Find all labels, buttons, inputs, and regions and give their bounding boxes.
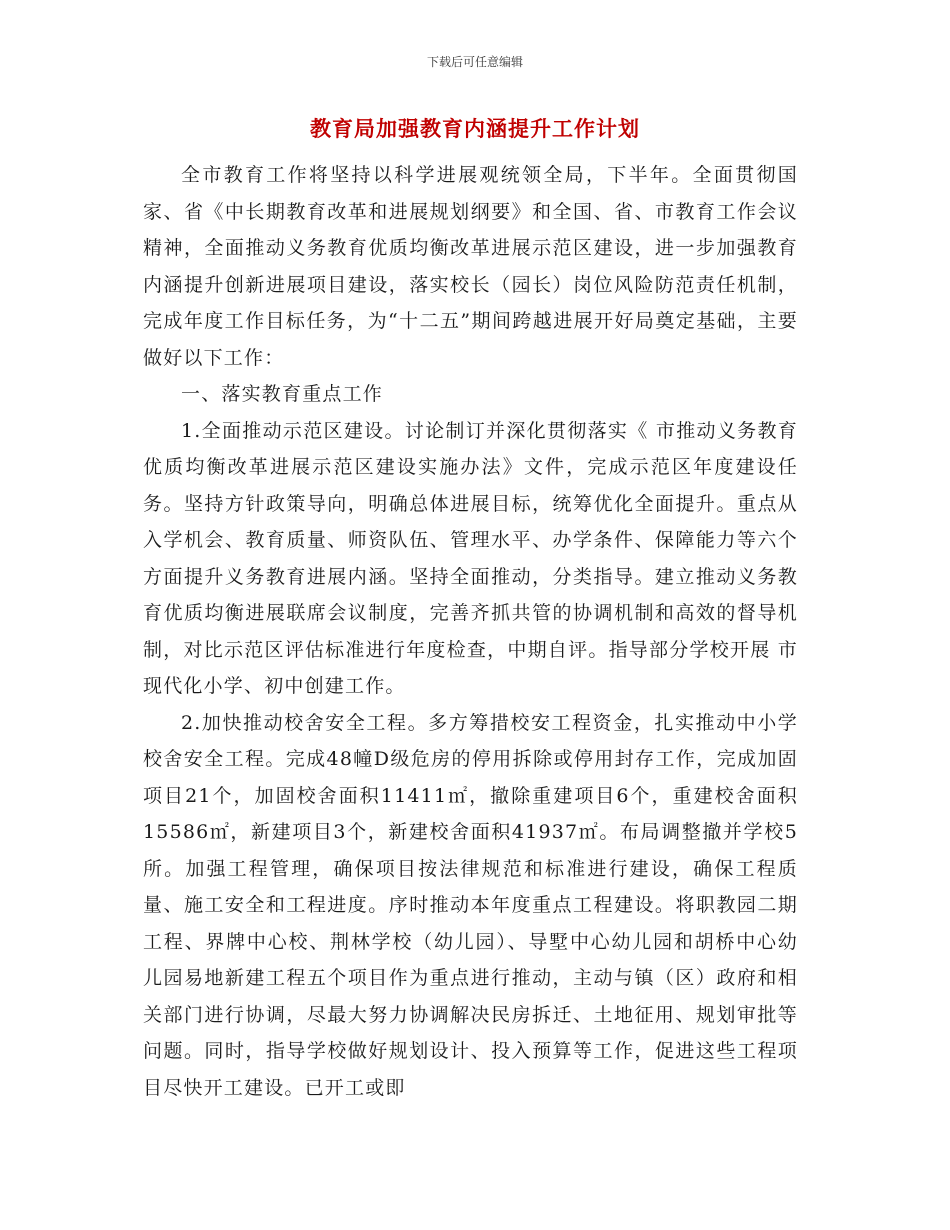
section-heading: 一、落实教育重点工作 <box>181 383 384 405</box>
header-note: 下载后可任意编辑 <box>426 55 523 69</box>
document-body <box>143 157 798 1106</box>
paragraph-item-1: 1.全面推动示范区建设。讨论制订并深化贯彻落实《 市推动义务教育优质均衡改革进展示范区建设实施办法》文件，完成示范区年度建设任务。坚持方针政策导向，明确总体进展目标，统筹优化全面提升。重点从入学机会、教育质量、师资队伍、管理水平、办学条件、保障能力等六个方面提升义务教育进展内涵。坚持全面推动，分类指导。建立推动义务教育优质均衡进展联席会议制度，完善齐抓共管的协调机制和高效的督导机制，对比示范区评估标准进行年度检查，中期自评。指导部分学校开展 市现代化小学、初中创建工作。 <box>143 419 798 697</box>
paragraph-intro: 全市教育工作将坚持以科学进展观统领全局，下半年。全面贯彻国家、省《中长期教育改革和进展规划纲要》和全国、省、市教育工作会议精神，全面推动义务教育优质均衡改革进展示范区建设，进一步加强教育内涵提升创新进展项目建设，落实校长（园长）岗位风险防范责任机制，完成年度工作目标任务，为“十二五”期间跨越进展开好局奠定基础，主要做好以下工作： <box>143 164 798 369</box>
paragraph-item-2: 2.加快推动校舍安全工程。多方筹措校安工程资金，扎实推动中小学校舍安全工程。完成48幢D级危房的停用拆除或停用封存工作，完成加固项目21个，加固校舍面积11411㎡，撤除重建项目6个，重建校舍面积15586㎡，新建项目3个，新建校舍面积41937㎡。布局调整撤并学校5所。加强工程管理，确保项目按法律规范和标准进行建设，确保工程质量、施工安全和工程进度。序时推动本年度重点工程建设。将职教园二期工程、界牌中心校、荆林学校（幼儿园）、导墅中心幼儿园和胡桥中心幼儿园易地新建工程五个项目作为重点进行推动，主动与镇（区）政府和相关部门进行协调，尽最大努力协调解决民房拆迁、土地征用、规划审批等问题。同时，指导学校做好规划设计、投入预算等工作，促进这些工程项目尽快开工建设。已开工或即 <box>143 711 798 1099</box>
document-title: 教育局加强教育内涵提升工作计划 <box>310 117 640 141</box>
